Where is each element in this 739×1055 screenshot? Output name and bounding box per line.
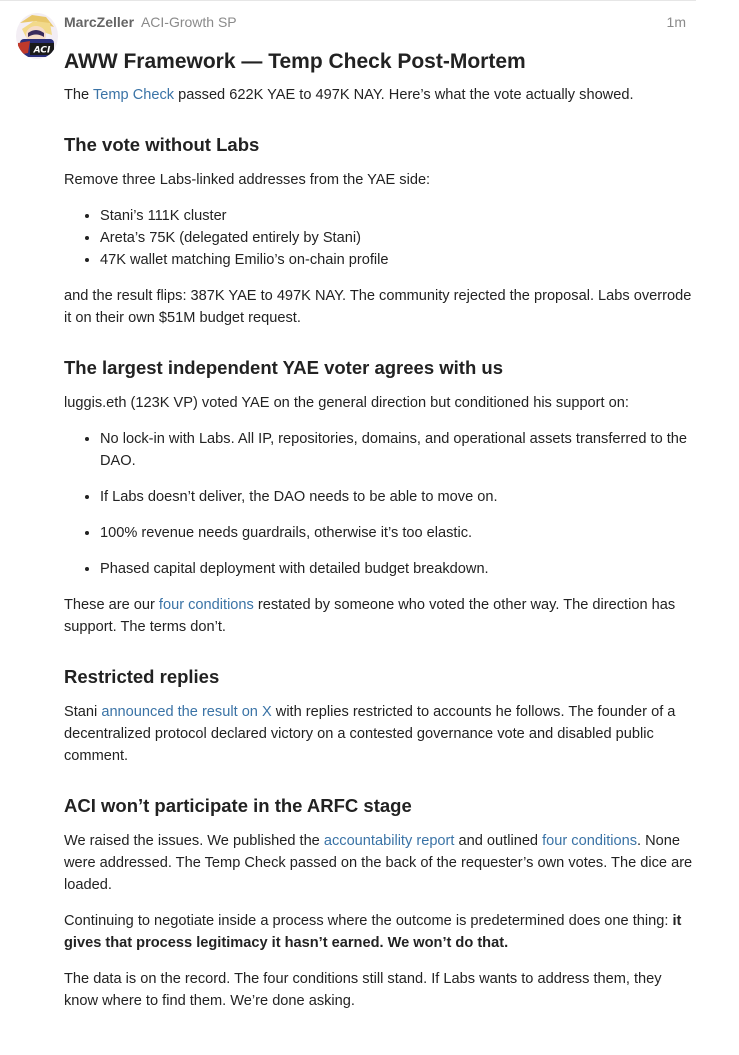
intro-text-post: passed 622K YAE to 497K NAY. Here’s what the vote actually showed.: [174, 87, 634, 103]
intro-paragraph: [64, 84, 694, 106]
section1-conclusion: and the result flips: 387K YAE to 497K NAY. The community rejected the proposal. Labs overrode it on their own $51M budget request.: [64, 288, 692, 326]
list-item: • 100% revenue needs guardrails, otherwise it’s too elastic.: [100, 522, 694, 544]
list-item: • Areta’s 75K (delegated entirely by Stani): [100, 227, 694, 249]
section4-p1-post: . None were addressed. The Temp Check passed on the back of the requester’s own votes. The dice are loaded.: [64, 833, 693, 893]
four-conditions-link[interactable]: four conditions: [158, 597, 254, 613]
username-link[interactable]: MarcZeller: [64, 14, 135, 30]
avatar-label: ACI: [33, 45, 51, 56]
post-body: [64, 47, 694, 1026]
section4-paragraph-1: [64, 830, 694, 896]
four-conditions-link-2[interactable]: four conditions: [542, 833, 638, 849]
section1-lead: Remove three Labs-linked addresses from the YAE side:: [64, 172, 431, 188]
section-heading-independent-voter: The largest independent YAE voter agrees with us: [64, 357, 503, 378]
section3-pre: Stani: [64, 704, 102, 720]
labs-addresses-list: [64, 205, 694, 271]
top-divider: [0, 0, 696, 1]
section-heading-restricted-replies: Restricted replies: [64, 666, 220, 687]
list-item: • Stani’s 111K cluster: [100, 205, 694, 227]
section4-p2-bold: it gives that process legitimacy it hasn’t earned. We won’t do that.: [64, 913, 682, 951]
section4-p2-pre: Continuing to negotiate inside a process where the outcome is predetermined does one thing:: [64, 913, 673, 929]
temp-check-link[interactable]: Temp Check: [92, 87, 175, 103]
section2-closing-post: restated by someone who voted the other way. The direction has support. The terms don’t.: [64, 597, 676, 635]
list-item: • Phased capital deployment with detailed budget breakdown.: [100, 558, 694, 580]
accountability-report-link[interactable]: accountability report: [323, 833, 455, 849]
post-timestamp[interactable]: 1m: [666, 14, 686, 30]
list-item: • If Labs doesn’t deliver, the DAO needs to be able to move on.: [100, 486, 694, 508]
post-title: AWW Framework — Temp Check Post-Mortem: [64, 50, 526, 73]
list-item: • 47K wallet matching Emilio’s on-chain profile: [100, 249, 694, 271]
section4-paragraph-2: [64, 910, 694, 954]
section4-paragraph-3: The data is on the record. The four conditions still stand. If Labs wants to address them, they know where to find them. We’re done asking.: [64, 971, 662, 1009]
section-heading-arfc-stage: ACI won’t participate in the ARFC stage: [64, 795, 412, 816]
section2-closing: [64, 594, 694, 638]
conditions-list: [64, 428, 694, 580]
section3-paragraph: [64, 701, 694, 767]
avatar[interactable]: [16, 13, 58, 59]
avatar-image-icon: [16, 13, 58, 59]
post-header: [64, 12, 686, 32]
section3-post: with replies restricted to accounts he follows. The founder of a decentralized protocol declared victory on a contested governance vote and disabled public comment.: [64, 704, 676, 764]
list-item: • No lock-in with Labs. All IP, repositories, domains, and operational assets transferred to the DAO.: [100, 428, 694, 472]
section-heading-vote-without-labs: The vote without Labs: [64, 134, 260, 155]
announcement-on-x-link[interactable]: announced the result on X: [101, 704, 272, 720]
intro-text-pre: The: [64, 87, 93, 103]
section2-closing-pre: These are our: [64, 597, 159, 613]
section2-lead: luggis.eth (123K VP) voted YAE on the general direction but conditioned his support on:: [64, 395, 629, 411]
user-title: ACI-Growth SP: [140, 14, 237, 30]
section4-p1-pre: We raised the issues. We published the: [64, 833, 324, 849]
section4-p1-mid: and outlined: [454, 833, 543, 849]
